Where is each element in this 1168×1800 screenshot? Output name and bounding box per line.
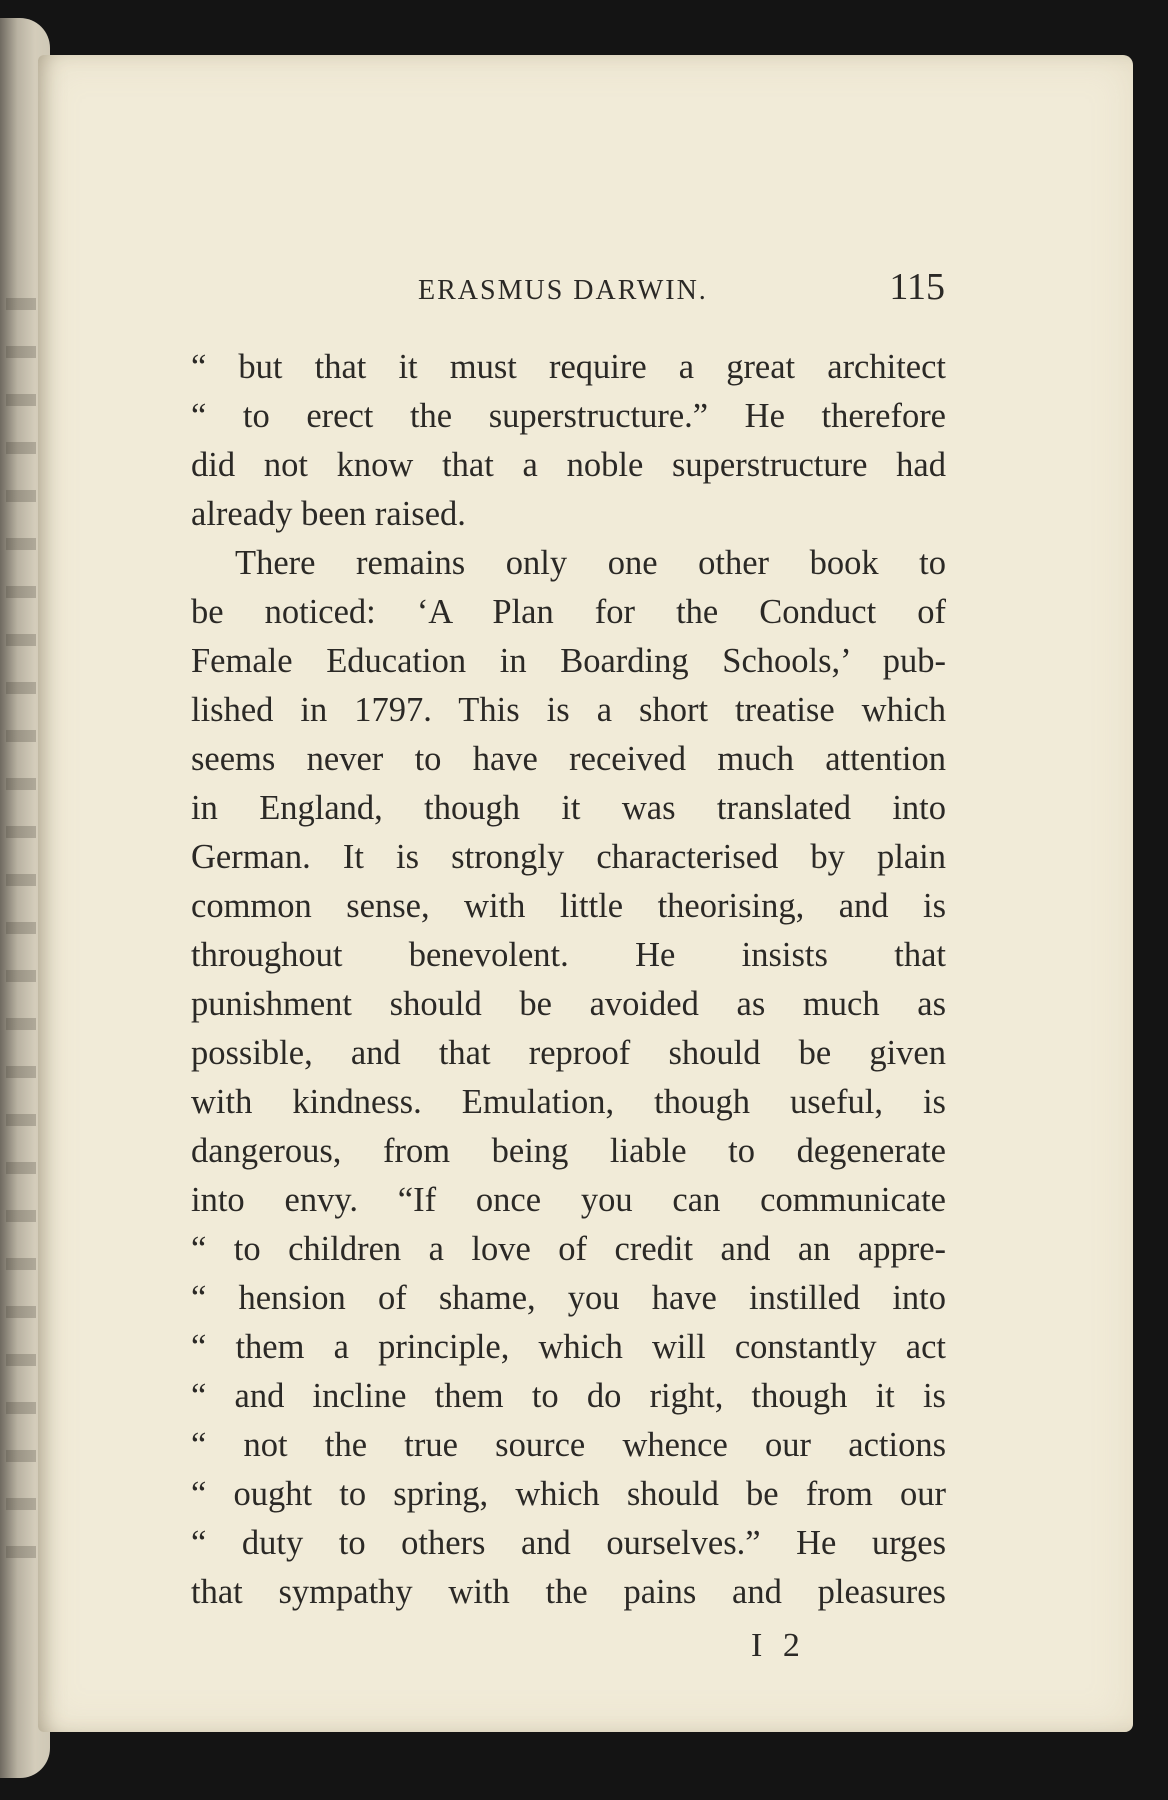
text-line: “ them a principle, which will constantly act bbox=[191, 1328, 946, 1366]
text-line: punishment should be avoided as much as bbox=[191, 985, 946, 1023]
text-line: common sense, with little theorising, and is bbox=[191, 887, 946, 925]
text-line: with kindness. Emulation, though useful, is bbox=[191, 1083, 946, 1121]
text-line: “ but that it must require a great architect bbox=[191, 348, 946, 386]
text-line: lished in 1797. This is a short treatise which bbox=[191, 691, 946, 729]
text-line: in England, though it was translated into bbox=[191, 789, 946, 827]
signature-mark: I 2 bbox=[751, 1627, 806, 1664]
book-page bbox=[38, 55, 1133, 1732]
text-line: throughout benevolent. He insists that bbox=[191, 936, 946, 974]
text-line: possible, and that reproof should be given bbox=[191, 1034, 946, 1072]
text-line: “ to children a love of credit and an appre- bbox=[191, 1230, 946, 1268]
text-line: did not know that a noble superstructure had bbox=[191, 446, 946, 484]
text-line: “ to erect the superstructure.” He therefore bbox=[191, 397, 946, 435]
text-line: There remains only one other book to bbox=[235, 544, 946, 582]
text-line: that sympathy with the pains and pleasures bbox=[191, 1573, 946, 1611]
text-line: “ not the true source whence our actions bbox=[191, 1426, 946, 1464]
running-title: ERASMUS DARWIN. bbox=[418, 275, 708, 306]
page-header bbox=[193, 265, 945, 315]
text-line: dangerous, from being liable to degenerate bbox=[191, 1132, 946, 1170]
text-line: be noticed: ‘A Plan for the Conduct of bbox=[191, 593, 946, 631]
text-line: already been raised. bbox=[191, 495, 466, 533]
text-line: into envy. “If once you can communicate bbox=[191, 1181, 946, 1219]
text-line: “ hension of shame, you have instilled into bbox=[191, 1279, 946, 1317]
text-line: “ and incline them to do right, though it is bbox=[191, 1377, 946, 1415]
text-line: “ duty to others and ourselves.” He urges bbox=[191, 1524, 946, 1562]
text-line: “ ought to spring, which should be from our bbox=[191, 1475, 946, 1513]
facing-page-text-bleed bbox=[6, 268, 36, 1568]
text-line: Female Education in Boarding Schools,’ pub- bbox=[191, 642, 946, 680]
body-text bbox=[191, 343, 946, 1617]
text-line: seems never to have received much attention bbox=[191, 740, 946, 778]
text-line: German. It is strongly characterised by plain bbox=[191, 838, 946, 876]
page-number: 115 bbox=[889, 266, 945, 308]
